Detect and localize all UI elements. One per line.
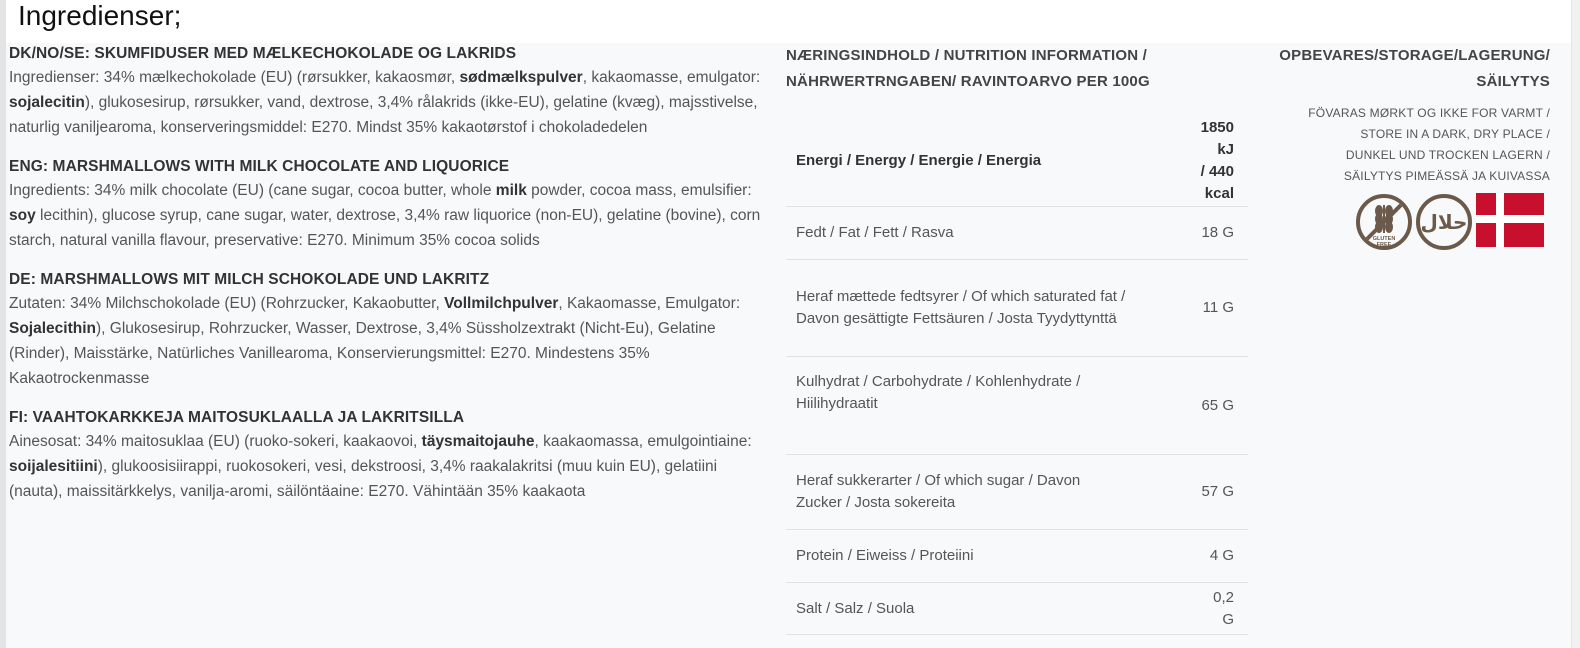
nutrition-label: Fedt / Fat / Fett / Rasva [796, 224, 954, 241]
ingredient-fragment: lecithin), glucose syrup, cane sugar, water, dextrose, 3,4% raw liquorice (non-EU), gelatine (bovine), corn starch, natural vanilla flavour, preservative: E270. Minimum 35% cocoa solids [9, 207, 761, 249]
gluten-label-2: FREE [1376, 242, 1392, 248]
ingredients-text [9, 291, 774, 391]
nutrition-row-carbohydrate [786, 357, 1248, 455]
nutrition-row-fat [786, 207, 1248, 260]
gluten-label-1: GLUTEN [1372, 236, 1396, 242]
ingredient-fragment: Ainesosat: 34% maitosuklaa (EU) (ruoko-sokeri, kaakaovoi, [9, 433, 422, 450]
ingredients-heading: FI: VAAHTOKARKKEJA MAITOSUKLAALLA JA LAKRITSILLA [9, 409, 465, 426]
nutrition-value: 18 G [1201, 224, 1234, 241]
ingredient-fragment: powder, cocoa mass, emulsifier: [526, 182, 752, 199]
storage-line: STORE IN A DARK, DRY PLACE / [1360, 127, 1550, 141]
allergen-highlight: sødmælkspulver [459, 69, 583, 86]
ingredient-fragment: , kakaomasse, emulgator: [582, 69, 761, 86]
ingredients-text [9, 178, 774, 253]
nutrition-heading-line2: NÄHRWERTRNGABEN/ RAVINTOARVO PER 100G [786, 73, 1150, 90]
nutrition-label: Kulhydrat / Carbohydrate / Kohlenhydrate / Hiilihydraatit [796, 373, 1081, 412]
nutrition-value: 0,2 G [1213, 588, 1234, 628]
nutrition-row-energy [786, 116, 1248, 207]
storage-heading-line2: SÄILYTYS [1476, 73, 1550, 90]
storage-instructions [1262, 103, 1550, 187]
allergen-highlight: milk [495, 182, 527, 199]
ingredients-dk [9, 43, 774, 140]
halal-icon [1415, 193, 1473, 251]
right-scroll-track[interactable] [1571, 0, 1580, 648]
ingredient-fragment: Ingredienser: 34% mælkechokolade (EU) (rørsukker, kakaosmør, [9, 69, 460, 86]
ingredient-fragment: Ingredients: 34% milk chocolate (EU) (cane sugar, cocoa butter, whole [9, 182, 496, 199]
nutrition-row-salt [786, 583, 1248, 635]
ingredient-fragment: , Kakaomasse, Emulgator: [558, 295, 741, 312]
allergen-highlight: soijalesitiini [9, 458, 98, 475]
nutrition-row-sugar [786, 455, 1248, 530]
nutrition-value: 4 G [1209, 547, 1234, 564]
nutrition-label: Heraf sukkerarter / Of which sugar / Davon Zucker / Josta sokereita [796, 472, 1081, 511]
nutrition-value: 65 G [1201, 396, 1234, 414]
nutrition-value-line: / 440 [1200, 163, 1234, 180]
nutrition-row-saturated-fat [786, 260, 1248, 357]
ingredient-fragment: ), Glukosesirup, Rohrzucker, Wasser, Dextrose, 3,4% Süssholzextrakt (Nicht-Eu), Gelatine (Rinder), Maisstärke, Natürliches Vanillearoma, Konservierungsmittel: E270. Mindestens 35% Kakaotrockenmasse [9, 320, 716, 387]
nutrition-row-protein [786, 530, 1248, 583]
allergen-highlight: Sojalecithin [9, 320, 96, 337]
storage-line: SÄILYTYS PIMEÄSSÄ JA KUIVASSA [1343, 169, 1550, 183]
ingredients-heading: ENG: MARSHMALLOWS WITH MILK CHOCOLATE AND LIQUORICE [9, 158, 510, 175]
nutrition-value: 11 G [1202, 299, 1234, 316]
nutrition-label: Protein / Eiweiss / Proteiini [796, 547, 974, 564]
storage-heading-line1: OPBEVARES/STORAGE/LAGERUNG/ [1279, 47, 1550, 64]
danish-flag-icon [1476, 193, 1544, 247]
ingredient-fragment: ), glukoosisiirappi, ruokosokeri, vesi, dekstroosi, 3,4% raakalakritsi (muu kuin EU), gelatiini (nauta), maissitärkkelys, vanilja-aromi, säilöntäaine: E270. Vähintään 35% kaakaota [9, 458, 718, 500]
nutrition-label: Salt / Salz / Suola [796, 599, 915, 617]
allergen-highlight: sojalecitin [9, 94, 85, 111]
ingredient-fragment: Zutaten: 34% Milchschokolade (EU) (Rohrzucker, Kakaobutter, [9, 295, 445, 312]
ingredient-fragment: ), glukosesirup, rørsukker, vand, dextrose, 3,4% rålakrids (ikke-EU), gelatine (kvæg), majsstivelse, naturlig vaniljearoma, konserveringsmiddel: E270. Mindst 35% kakaotørstof i chokoladedelen [9, 94, 758, 136]
halal-text: حلال [1420, 210, 1468, 234]
nutrition-value-line: kcal [1204, 185, 1234, 202]
ingredients-heading: DK/NO/SE: SKUMFIDUSER MED MÆLKECHOKOLADE OG LAKRIDS [9, 45, 517, 62]
page-title: Ingredienser; [18, 0, 182, 31]
nutrition-table [786, 116, 1248, 635]
storage-column [1262, 43, 1550, 187]
allergen-highlight: Vollmilchpulver [444, 295, 559, 312]
nutrition-heading-line1: NÆRINGSINDHOLD / NUTRITION INFORMATION / [786, 47, 1148, 64]
allergen-highlight: täysmaitojauhe [421, 433, 535, 450]
gluten-free-icon [1355, 193, 1413, 251]
ingredients-text [9, 65, 774, 140]
ingredient-fragment: , kaakaomassa, emulgointiaine: [534, 433, 752, 450]
nutrition-label: Heraf mættede fedtsyrer / Of which saturated fat / Davon gesättigte Fettsäuren / Josta Tyydyttynttä [796, 288, 1126, 327]
allergen-highlight: soy [9, 207, 36, 224]
ingredients-eng [9, 156, 774, 253]
ingredients-text [9, 429, 774, 504]
ingredients-de [9, 269, 774, 391]
nutrition-value [1200, 116, 1248, 207]
storage-line: DUNKEL UND TROCKEN LAGERN / [1345, 148, 1550, 162]
ingredients-column [9, 43, 774, 520]
ingredients-fi [9, 407, 774, 504]
nutrition-value: 57 G [1201, 483, 1234, 500]
nutrition-label: Energi / Energy / Energie / Energia [796, 152, 1042, 169]
storage-line: FÖVARAS MØRKT OG IKKE FOR VARMT / [1308, 106, 1550, 120]
nutrition-column [786, 43, 1248, 628]
nutrition-value-line: 1850 kJ [1200, 119, 1234, 158]
ingredients-heading: DE: MARSHMALLOWS MIT MILCH SCHOKOLADE UND LAKRITZ [9, 271, 490, 288]
